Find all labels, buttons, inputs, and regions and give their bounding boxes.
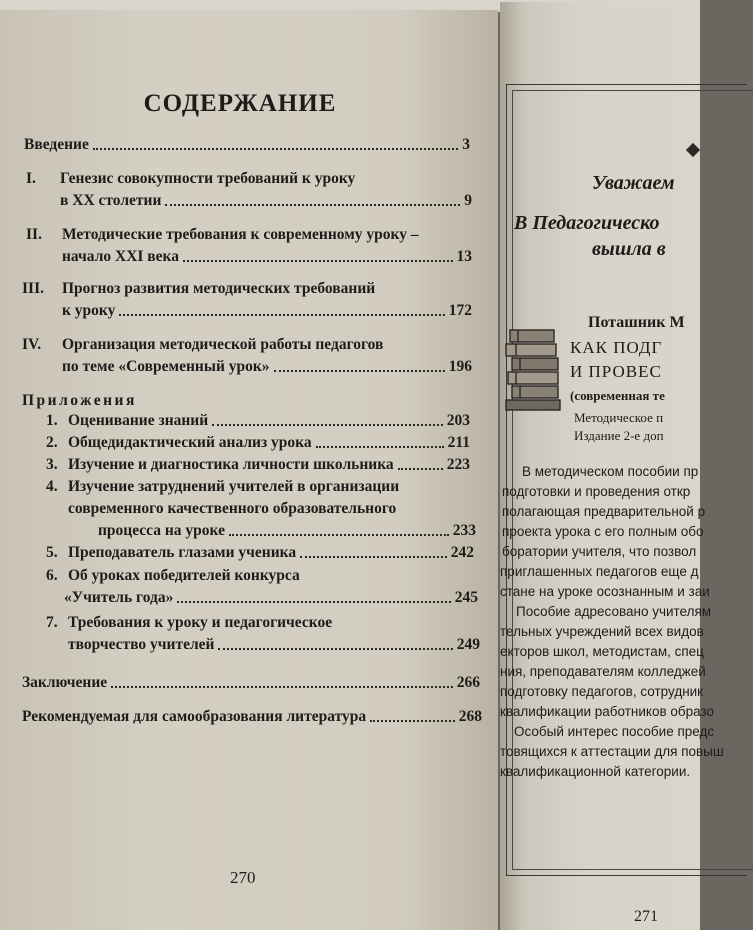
- toc-page-number: 249: [456, 636, 480, 653]
- toc-entry-label: Рекомендуемая для самообразования литература: [22, 708, 367, 725]
- body-line: проекта урока с его полным обо: [502, 524, 704, 539]
- toc-entry-label: Оценивание знаний: [68, 412, 209, 429]
- dot-leader: [165, 204, 460, 206]
- books-icon: [504, 324, 566, 412]
- toc-entry-label: Генезис совокупности требований к уроку: [60, 170, 356, 187]
- toc-entry-label: Изучение и диагностика личности школьника: [68, 456, 394, 473]
- toc-entry-number: I.: [26, 170, 36, 187]
- toc-page-number: 196: [448, 358, 472, 375]
- body-line: товящихся к аттестации для повыш: [500, 744, 724, 759]
- body-line: подготовки и проведения откр: [502, 484, 691, 499]
- toc-page-number: 3: [462, 136, 470, 153]
- page-number: 270: [230, 868, 256, 887]
- dot-leader: [398, 468, 443, 470]
- toc-page-number: 172: [448, 302, 472, 319]
- toc-entry-label: начало XXI века: [62, 248, 179, 265]
- toc-entry-1: [60, 192, 472, 210]
- toc-entry-label: «Учитель года»: [64, 589, 174, 606]
- toc-entry-number: IV.: [22, 336, 42, 353]
- toc-entry-label: Введение: [24, 136, 89, 153]
- toc-page-number: 203: [446, 412, 470, 429]
- dot-leader: [183, 260, 453, 262]
- dot-leader: [218, 648, 452, 650]
- toc-entry-literature: [22, 708, 482, 726]
- body-line: подготовку педагогов, сотрудник: [500, 684, 704, 699]
- toc-entry-label: Об уроках победителей конкурса: [68, 567, 300, 584]
- toc-entry-label: Методические требования к современному уроку –: [62, 226, 419, 243]
- toc-entry-label: в XX столетии: [60, 192, 162, 209]
- toc-entry-4: [62, 358, 472, 376]
- contents-title: СОДЕРЖАНИЕ: [143, 90, 337, 117]
- body-line: боратории учителя, что позвол: [502, 544, 697, 559]
- dot-leader: [370, 720, 455, 722]
- left-page: [0, 10, 498, 930]
- book-type: Методическое п: [574, 410, 664, 425]
- toc-page-number: 268: [458, 708, 482, 725]
- book-author: Поташник М: [588, 314, 685, 331]
- toc-page-number: 9: [464, 192, 472, 209]
- toc-page-number: 242: [450, 544, 474, 561]
- toc-page-number: 245: [454, 589, 478, 606]
- toc-page-number: 13: [456, 248, 472, 265]
- body-line: ния, преподавателям колледжей: [500, 664, 706, 679]
- appendix-entry-2: [68, 434, 470, 452]
- body-line: квалификации работников образо: [500, 704, 715, 719]
- book-subtitle: (современная те: [570, 388, 665, 403]
- appendix-entry-3: [68, 456, 470, 474]
- toc-entry-label: творчество учителей: [68, 636, 215, 653]
- toc-entry-number: 3.: [46, 456, 58, 473]
- toc-entry-label: Организация методической работы педагогов: [62, 336, 384, 353]
- dot-leader: [229, 534, 449, 536]
- announcement-heading: В Педагогическо: [514, 212, 660, 234]
- toc-entry-label: Преподаватель глазами ученика: [68, 544, 297, 561]
- dot-leader: [316, 446, 444, 448]
- body-line: В методическом пособии пр: [522, 464, 699, 479]
- body-line: Особый интерес пособие предс: [514, 724, 715, 739]
- appendix-entry-1: [68, 412, 470, 430]
- toc-entry-label: процесса на уроке: [98, 522, 225, 539]
- toc-entry-label: современного качественного образовательного: [68, 500, 397, 517]
- toc-entry-label: по теме «Современный урок»: [62, 358, 270, 375]
- appendix-entry-7: [68, 636, 480, 654]
- book-title: КАК ПОДГ: [570, 338, 663, 357]
- toc-page-number: 233: [452, 522, 476, 539]
- toc-entry-number: 5.: [46, 544, 58, 561]
- announcement-heading: Уважаем: [592, 172, 675, 194]
- body-line: екторов школ, методистам, спец: [500, 644, 704, 659]
- toc-entry-2: [62, 248, 472, 266]
- toc-entry-label: Заключение: [22, 674, 108, 691]
- toc-page-number: 223: [446, 456, 470, 473]
- appendix-entry-5: [68, 544, 474, 562]
- dot-leader: [93, 148, 458, 150]
- toc-entry-number: III.: [22, 280, 44, 297]
- toc-entry-label: Требования к уроку и педагогическое: [68, 614, 333, 631]
- toc-entry-label: Общедидактический анализ урока: [68, 434, 312, 451]
- body-line: полагающая предварительной р: [502, 504, 706, 519]
- dot-leader: [119, 314, 444, 316]
- toc-entry-introduction: [24, 136, 470, 154]
- appendix-entry-6: [64, 589, 478, 607]
- body-line: квалификационной категории.: [500, 764, 691, 779]
- body-line: приглашенных педагогов еще д: [500, 564, 699, 579]
- toc-entry-number: 7.: [46, 614, 58, 631]
- book-edition: Издание 2-е доп: [574, 428, 664, 443]
- body-line: тельных учреждений всех видов: [500, 624, 704, 639]
- toc-entry-conclusion: [22, 674, 480, 692]
- right-page: [500, 2, 724, 930]
- dot-leader: [212, 424, 443, 426]
- dot-leader: [111, 686, 453, 688]
- dot-leader: [177, 601, 450, 603]
- toc-entry-3: [62, 302, 472, 320]
- toc-entry-number: 2.: [46, 434, 58, 451]
- dot-leader: [274, 370, 445, 372]
- toc-entry-label: Изучение затруднений учителей в организации: [68, 478, 400, 495]
- toc-entry-label: к уроку: [62, 302, 116, 319]
- toc-page-number: 211: [447, 434, 470, 451]
- appendix-entry-4: [98, 522, 476, 540]
- toc-entry-number: 4.: [46, 478, 58, 495]
- toc-page-number: 266: [456, 674, 480, 691]
- toc-entry-number: 1.: [46, 412, 58, 429]
- toc-entry-number: II.: [26, 226, 42, 243]
- page-number: 271: [634, 908, 658, 925]
- body-line: стане на уроке осознанным и заи: [500, 584, 710, 599]
- toc-entry-label: Прогноз развития методических требований: [62, 280, 376, 297]
- dot-leader: [300, 556, 447, 558]
- announcement-heading: вышла в: [592, 238, 666, 260]
- appendix-heading: Приложения: [22, 392, 137, 409]
- book-title: И ПРОВЕС: [570, 362, 662, 381]
- toc-entry-number: 6.: [46, 567, 58, 584]
- body-line: Пособие адресовано учителям: [516, 604, 712, 619]
